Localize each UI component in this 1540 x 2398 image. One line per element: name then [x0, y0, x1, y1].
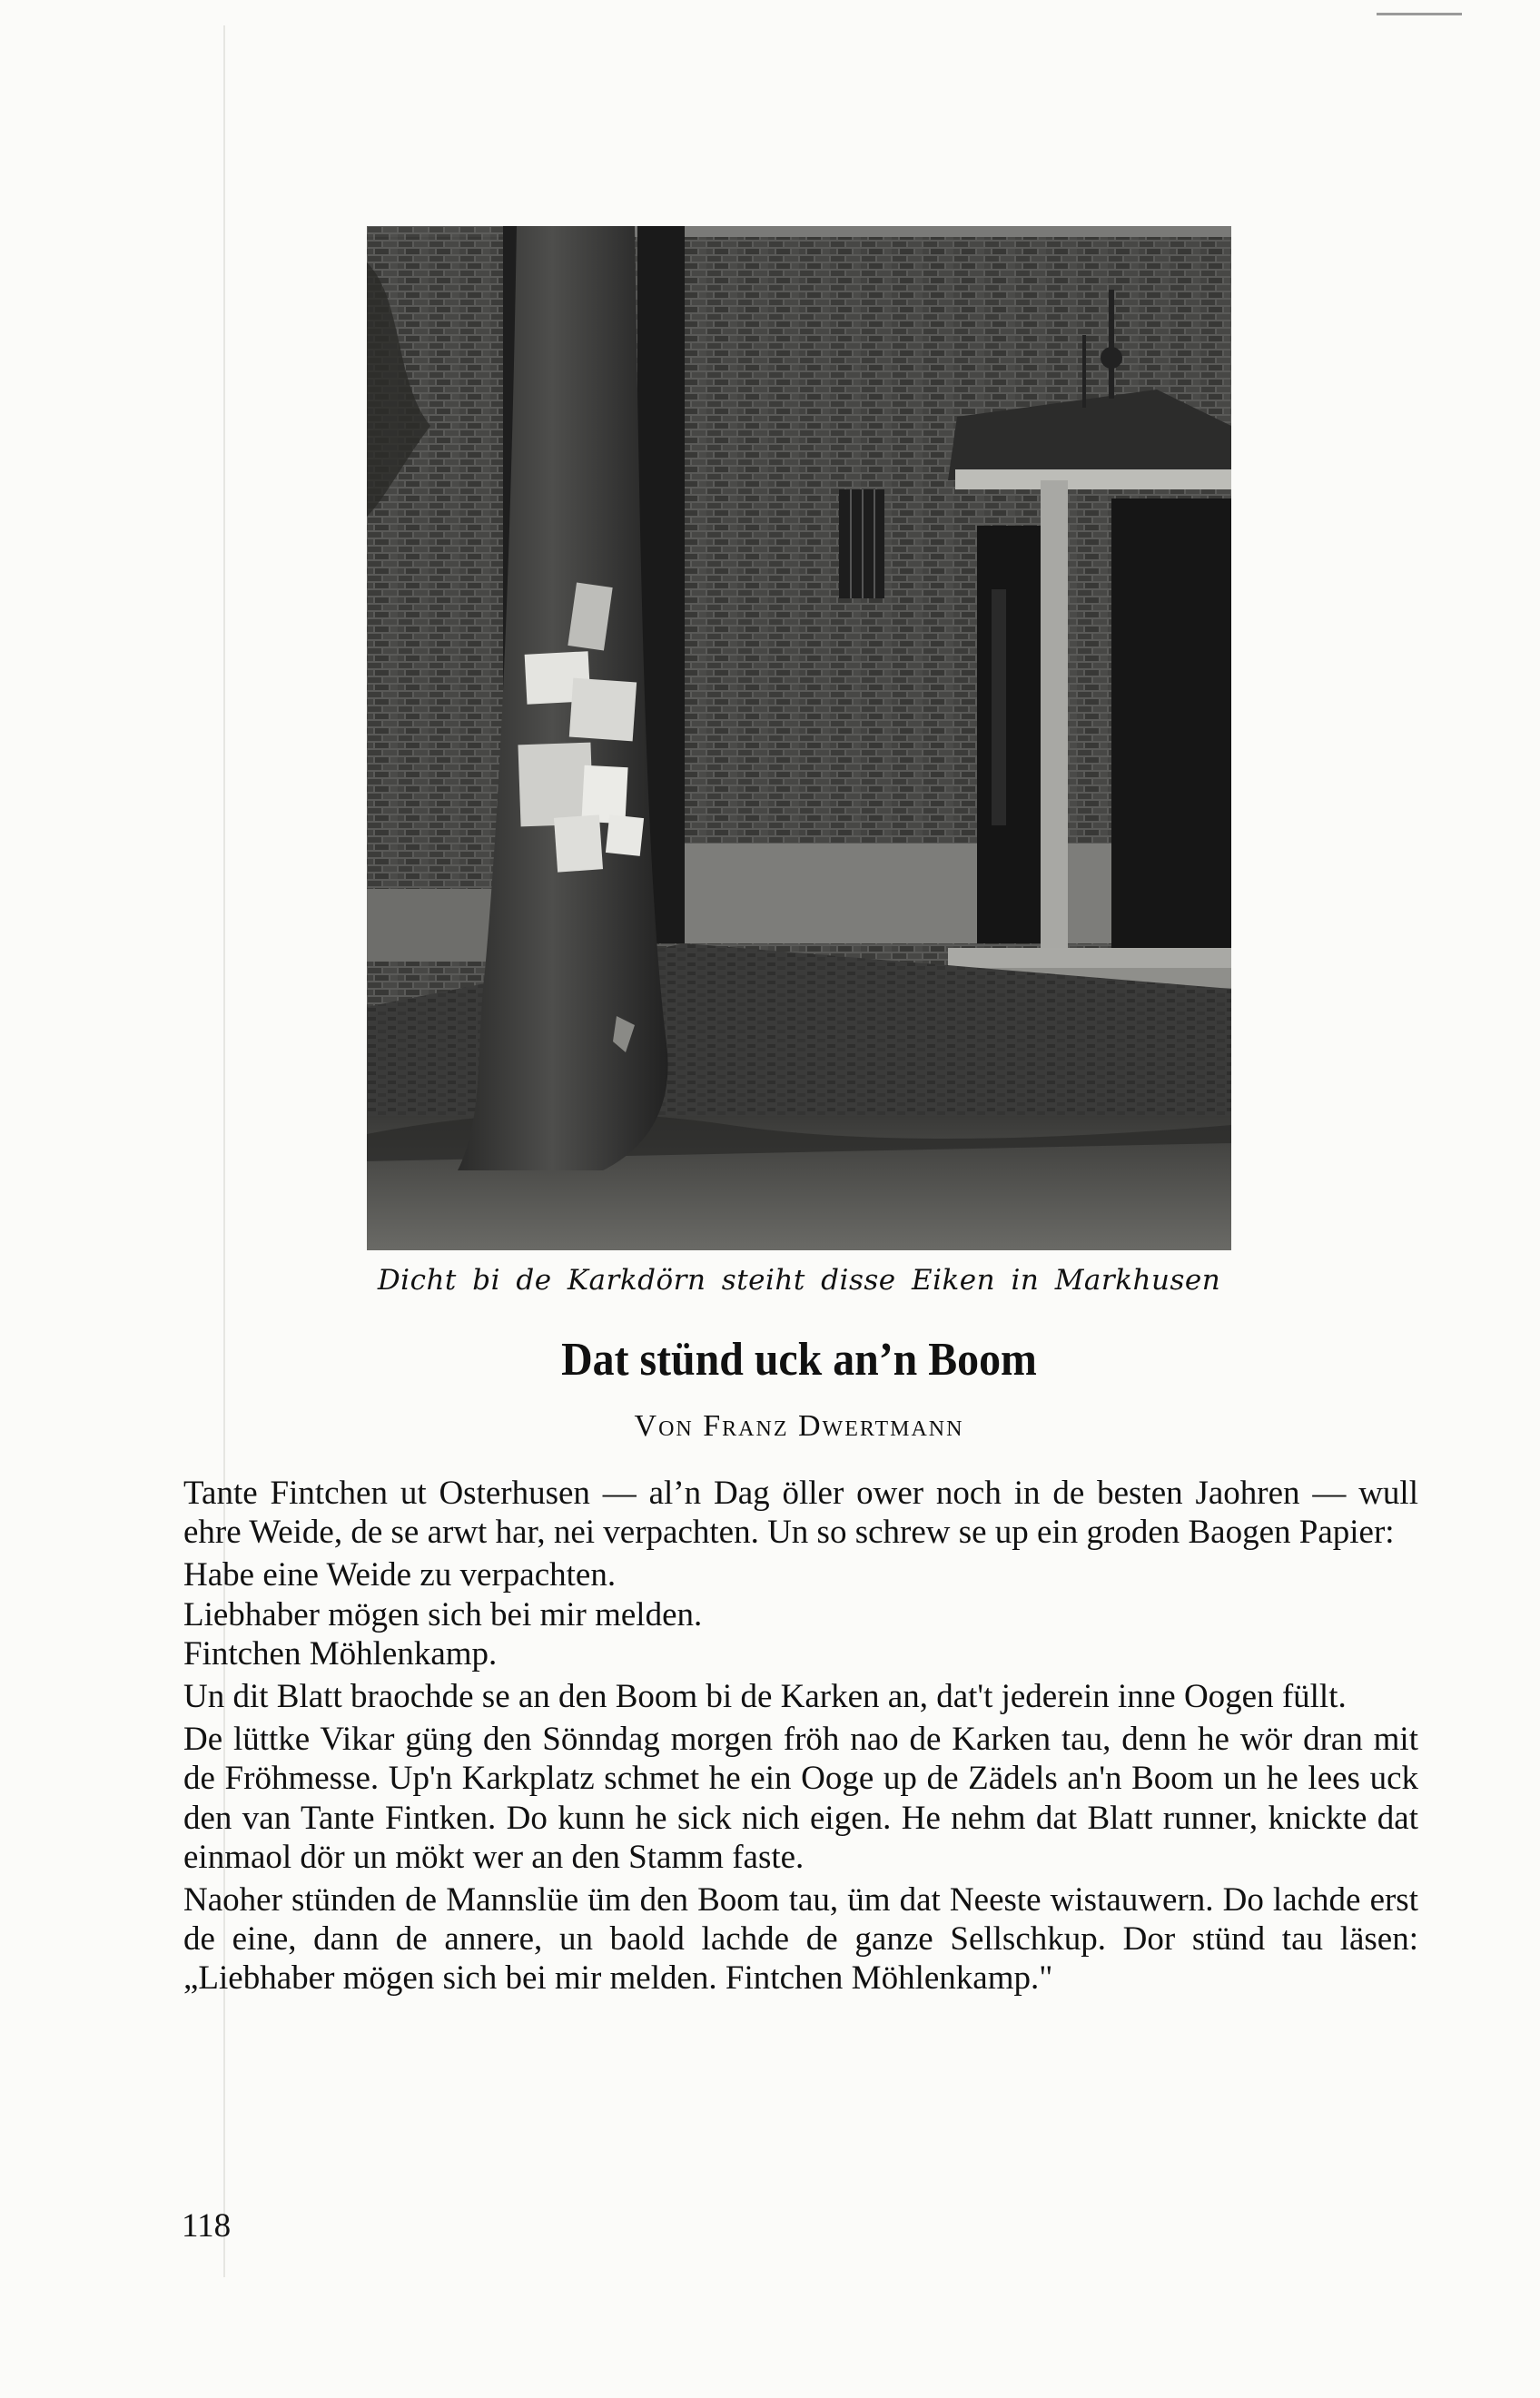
- paragraph: Un dit Blatt braochde se an den Boom bi de Karken an, dat't jederein inne Oogen füllt.: [183, 1678, 1347, 1716]
- paragraph: Liebhaber mögen sich bei mir melden.: [183, 1595, 703, 1633]
- photo-church-tree: [367, 226, 1231, 1250]
- article-byline: Von Franz Dwertmann: [634, 1409, 964, 1443]
- article-body: [183, 1474, 1418, 2002]
- article-title: Dat stünd uck an’n Boom: [561, 1334, 1037, 1386]
- page-number: 118: [182, 2207, 232, 2245]
- corner-rule: [1377, 13, 1462, 15]
- paragraph: Tante Fintchen ut Osterhusen — al’n Dag öller ower noch in de besten Jaohren — wull ehre Weide, de se arwt har, nei verpachten. Un so schrew se up ein groden Baogen Papier:: [183, 1475, 1418, 1552]
- paragraph: Habe eine Weide zu verpachten.: [183, 1556, 617, 1594]
- paragraph: Fintchen Möhlenkamp.: [183, 1634, 498, 1673]
- photo-caption: Dicht bi de Karkdörn steiht disse Eiken in Markhusen: [377, 1264, 1221, 1297]
- paragraph: De lüttke Vikar güng den Sönndag morgen fröh nao de Karken tau, denn he wör dran mit de Fröhmesse. Up'n Karkplatz schmet he ein Ooge up de Zädels an'n Boom un he lees uck den van Tante Fintken. Do kunn he sick nich eigen. He nehm dat Blatt runner, knickte dat einmaol dör un mökt wer an den Stamm faste.: [183, 1721, 1418, 1876]
- paragraph: Naoher stünden de Mannslüe üm den Boom tau, üm dat Neeste wistauwern. Do lachde erst de eine, dann de annere, un baold lachde de ganze Sellschkup. Dor stünd tau läsen: „Liebhaber mögen sich bei mir melden. Fintchen Möhlenkamp.": [183, 1881, 1418, 1998]
- photograph: [367, 226, 1231, 1250]
